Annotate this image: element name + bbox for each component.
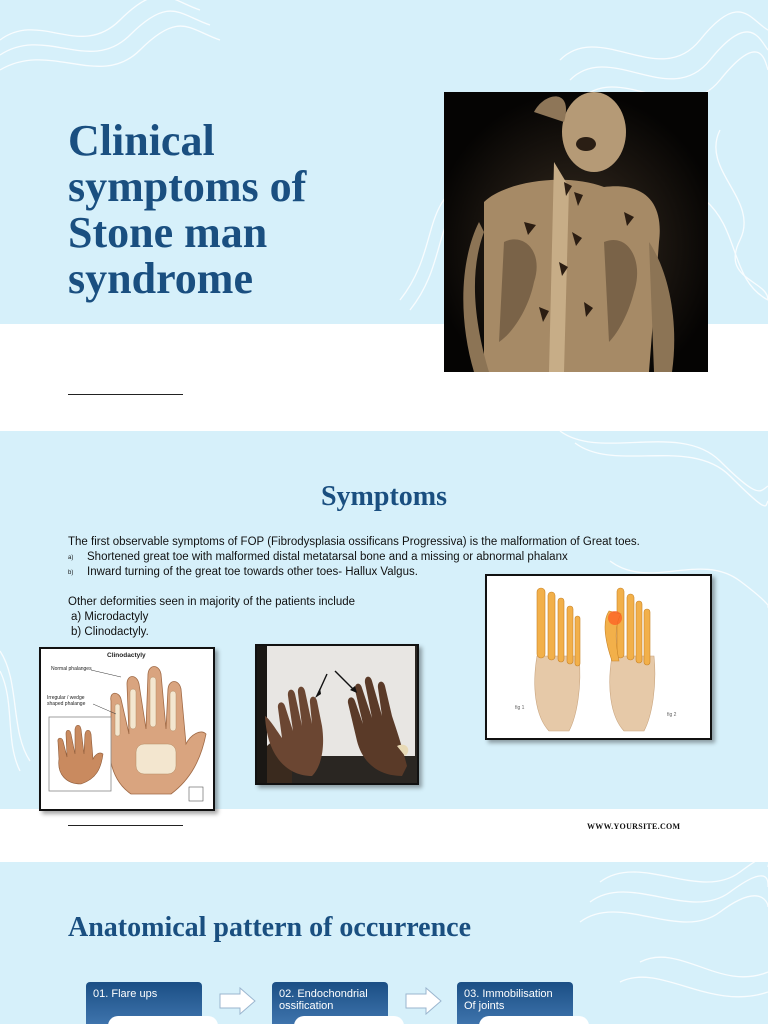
step-label: 01. Flare ups <box>93 988 158 1000</box>
diagram-label-normal: Normal phalanges <box>51 666 92 672</box>
symptoms-intro: The first observable symptoms of FOP (Fibrodysplasia ossificans Progressiva) is the malformation of Great toes. <box>68 536 640 548</box>
list-number: a) <box>68 555 74 561</box>
arrow-right-icon <box>404 986 444 1016</box>
list-item <box>68 550 708 565</box>
step-box <box>294 1016 404 1024</box>
slide-symptoms <box>0 431 768 861</box>
slide-title <box>0 0 768 430</box>
website-label: WWW.YOURSITE.COM <box>587 822 681 831</box>
clinodactyly-diagram <box>39 647 215 811</box>
foot-fig2-label: fig 2 <box>667 712 677 718</box>
foot-diagram <box>485 574 712 740</box>
slide-title-heading: Clinical symptoms of Stone man syndrome <box>68 116 307 303</box>
arrow-right-icon <box>218 986 258 1016</box>
other-item: a) Microdactyly <box>71 611 149 623</box>
title-underline <box>68 394 183 395</box>
diagram-title: Clinodactyly <box>107 652 146 659</box>
other-deformities-intro: Other deformities seen in majority of the patients include <box>68 596 356 608</box>
skeleton-photo <box>444 92 708 372</box>
step-label: 02. Endochondrial ossification <box>279 988 368 1012</box>
step-box <box>108 1016 218 1024</box>
foot-fig1-label: fig 1 <box>515 705 525 711</box>
list-text: Inward turning of the great toe towards other toes- Hallux Valgus. <box>87 566 418 578</box>
footer-rule <box>68 825 183 826</box>
step-immobilisation-of-joints <box>457 982 573 1024</box>
step-box <box>479 1016 589 1024</box>
anatomical-heading: Anatomical pattern of occurrence <box>68 912 472 943</box>
slide-anatomical <box>0 862 768 1024</box>
symptoms-heading: Symptoms <box>320 481 447 512</box>
step-endochondrial-ossification <box>272 982 388 1024</box>
other-item: b) Clinodactyly. <box>71 626 149 638</box>
list-text: Shortened great toe with malformed distal metatarsal bone and a missing or abnormal phalanx <box>87 551 568 563</box>
step-flare-ups <box>86 982 202 1024</box>
hands-photo <box>255 644 419 785</box>
diagram-label-irregular: Irregular / wedge shaped phalange <box>47 695 86 707</box>
list-number: b) <box>68 570 74 576</box>
step-label: 03. Immobilisation Of joints <box>464 988 553 1012</box>
